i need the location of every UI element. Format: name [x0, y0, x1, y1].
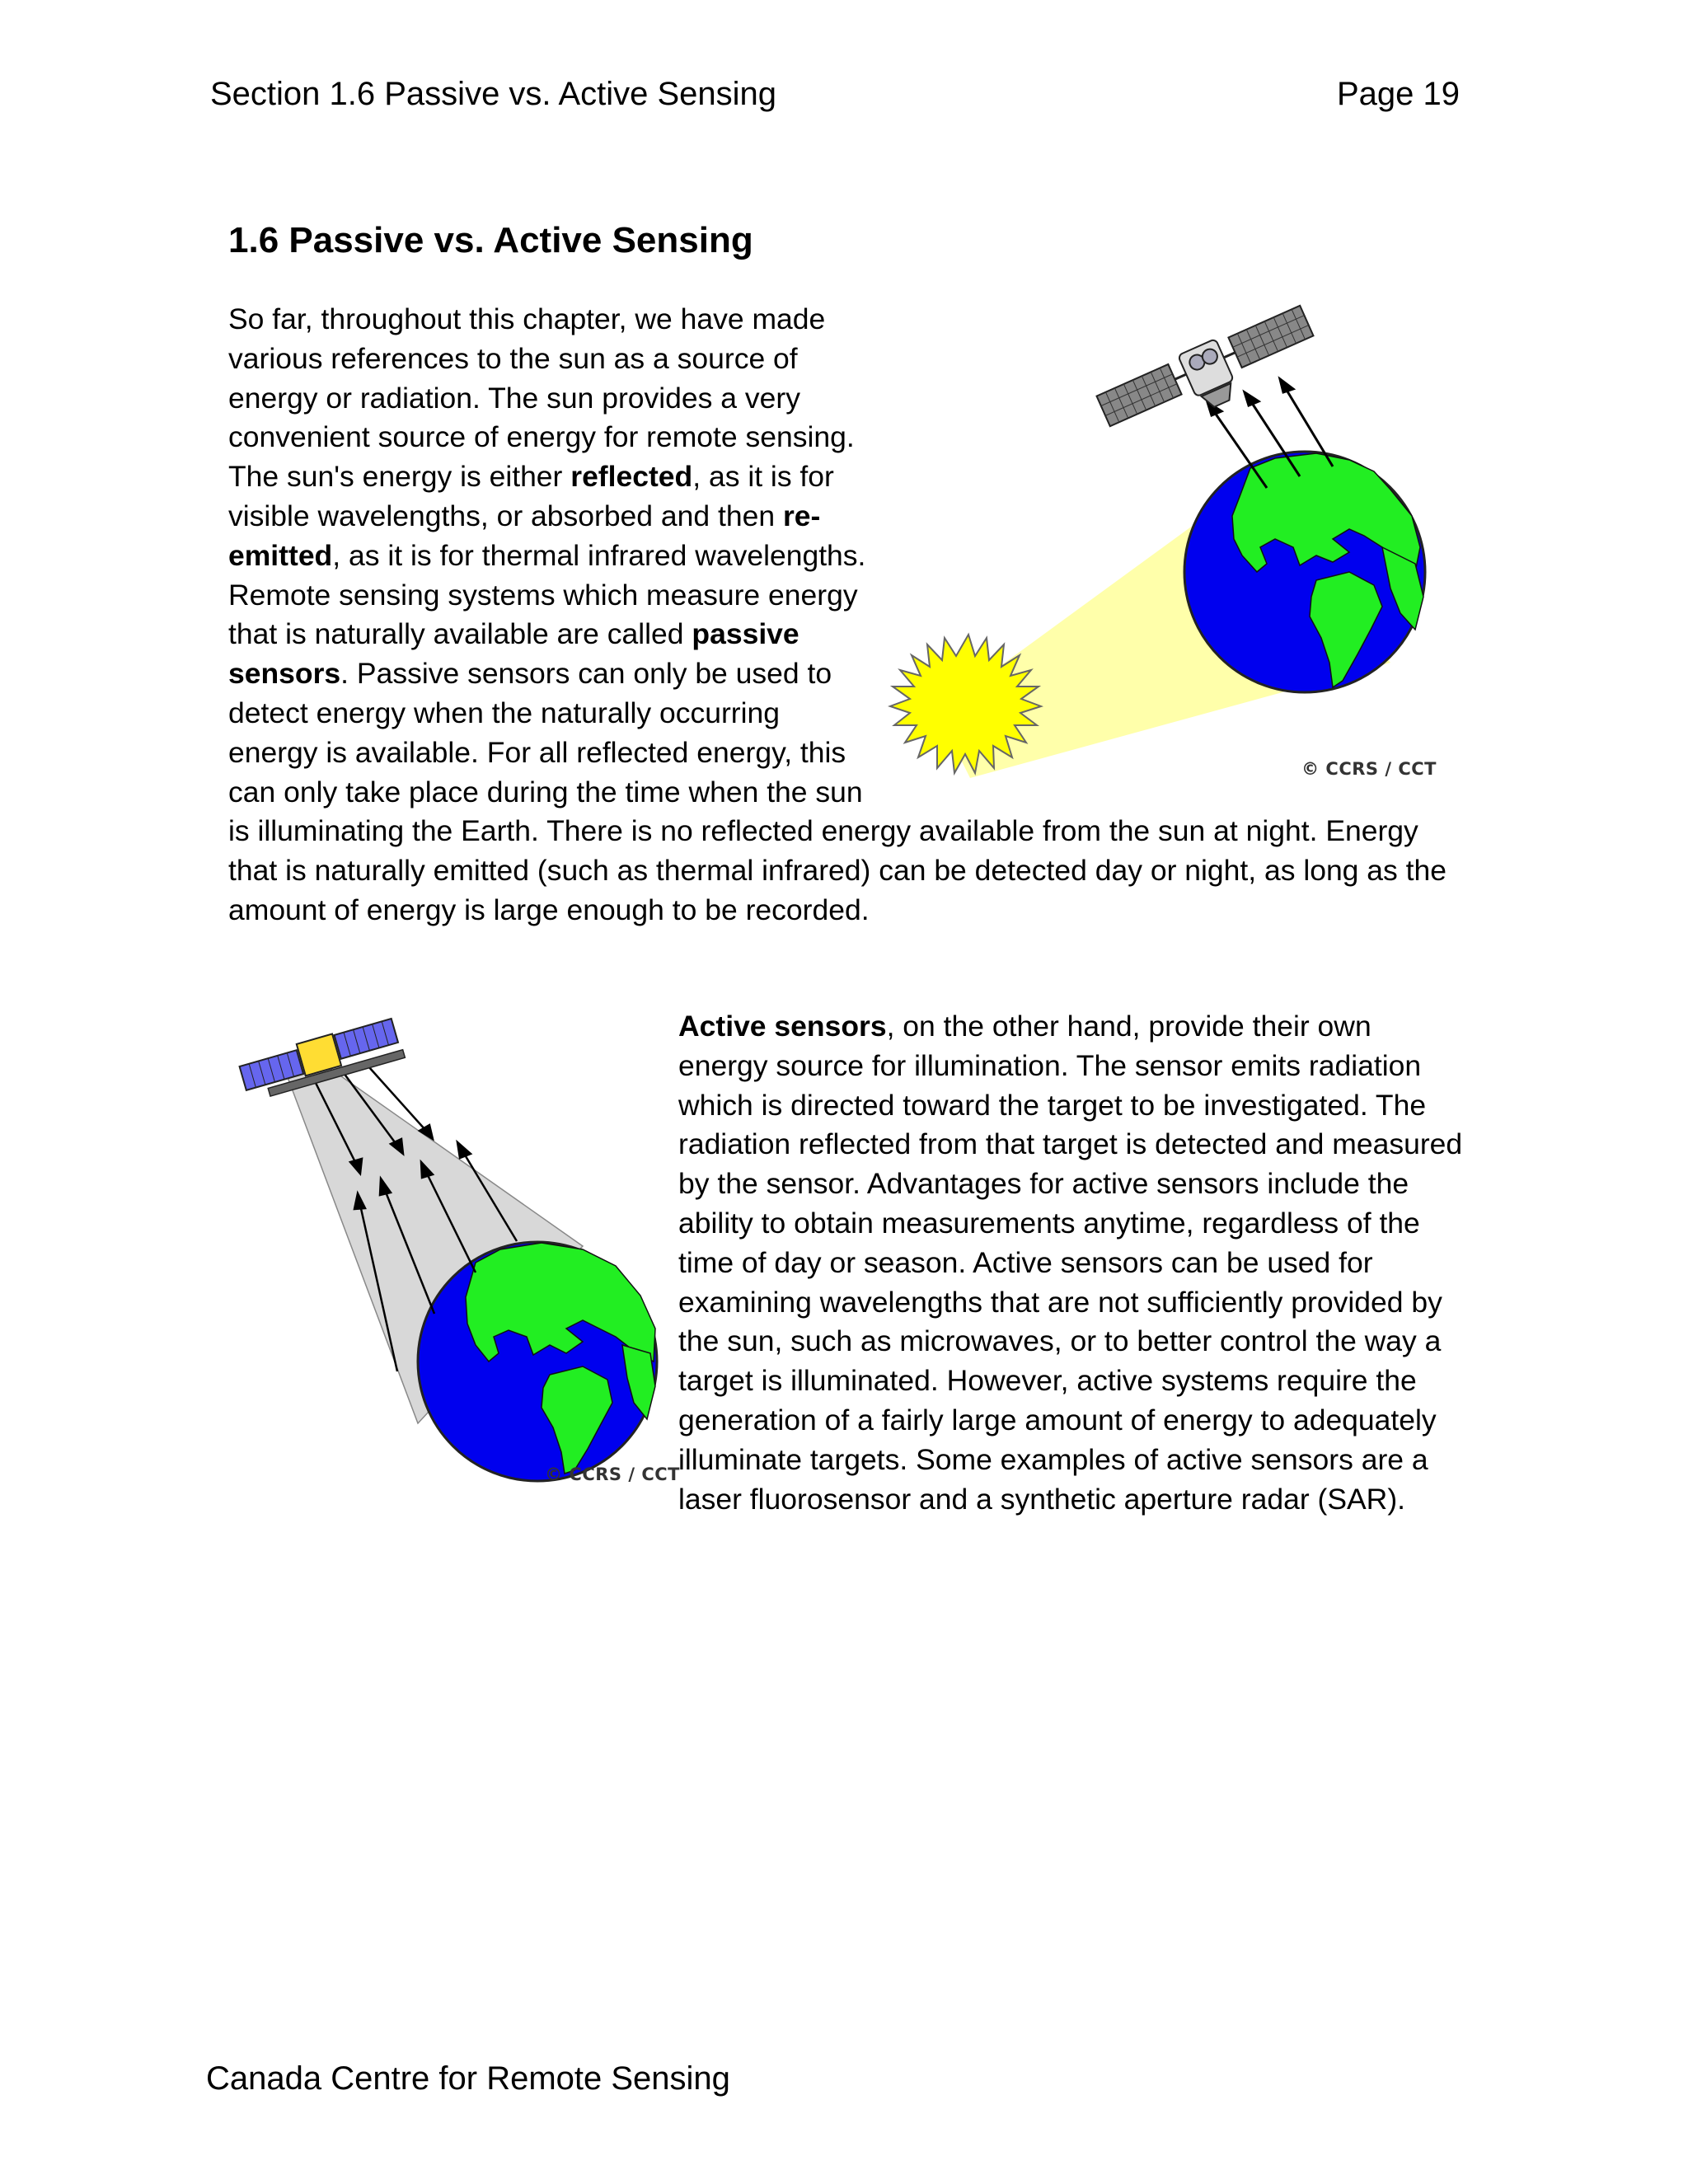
page-footer: Canada Centre for Remote Sensing: [206, 2060, 730, 2097]
bold-term-re-emitted: re-emitted: [228, 499, 821, 572]
section-heading: 1.6 Passive vs. Active Sensing: [228, 220, 753, 260]
text-run: So far, throughout this chapter, we have made various references to the sun as a source of energy or radiation. The sun provides a very convenient source of energy for remote sensing. The sun's energy is either: [228, 302, 855, 494]
paragraph-passive-sensing: [228, 300, 1465, 930]
header-section-title: Section 1.6 Passive vs. Active Sensing: [210, 76, 777, 112]
text-run: . Passive sensors can only be used to detect energy when the naturally occurring energy is available. For all reflected energy, this can only take place during the time when the sun is illuminating the Earth. There is no reflected energy available from the sun at night. Energy that is naturally emitted (such as thermal infrared) can be detected day or night, as long as the amount of energy is large enough to be recorded.: [228, 657, 1447, 926]
text-run: , on the other hand, provide their own energy source for illumination. The sensor emits radiation which is directed toward the target to be investigated. The radiation reflected from that target is detected and measured by the sensor. Advantages for active sensors include the ability to obtain measurements anytime, regardless of the time of day or season. Active sensors can be used for examining wavelengths that are not sufficiently provided by the sun, such as microwaves, or to better control the way a target is illuminated. However, active systems require the generation of a fairly large amount of energy to adequately illuminate targets. Some examples of active sensors are a laser fluorosensor and a synthetic aperture radar (SAR).: [678, 1010, 1463, 1516]
earth-globe-icon: [1184, 452, 1425, 692]
bold-term-passive-sensors: passive sensors: [228, 617, 799, 691]
passive-sensing-illustration: [888, 300, 1465, 806]
figure-credit: © CCRS / CCT: [1301, 759, 1437, 780]
figure-credit: © CCRS / CCT: [545, 1465, 680, 1485]
active-sensing-figure: [228, 1007, 680, 1500]
passive-sensing-figure: [888, 300, 1465, 806]
satellite-icon: [1095, 302, 1324, 448]
active-sensing-illustration: [228, 1007, 665, 1500]
bold-term-reflected: reflected: [570, 460, 693, 494]
header-page-number: Page 19: [1336, 76, 1460, 112]
text-run: , as it is for thermal infrared wavelengths. Remote sensing systems which measure energy that is naturally available are called: [228, 538, 866, 651]
paragraph-active-sensing: [228, 1007, 1465, 1519]
earth-globe-icon: [418, 1242, 657, 1481]
bold-term-active-sensors: Active sensors: [678, 1010, 887, 1043]
text-run: , as it is for visible wavelengths, or absorbed and then: [228, 460, 834, 532]
running-header: [210, 71, 1460, 117]
